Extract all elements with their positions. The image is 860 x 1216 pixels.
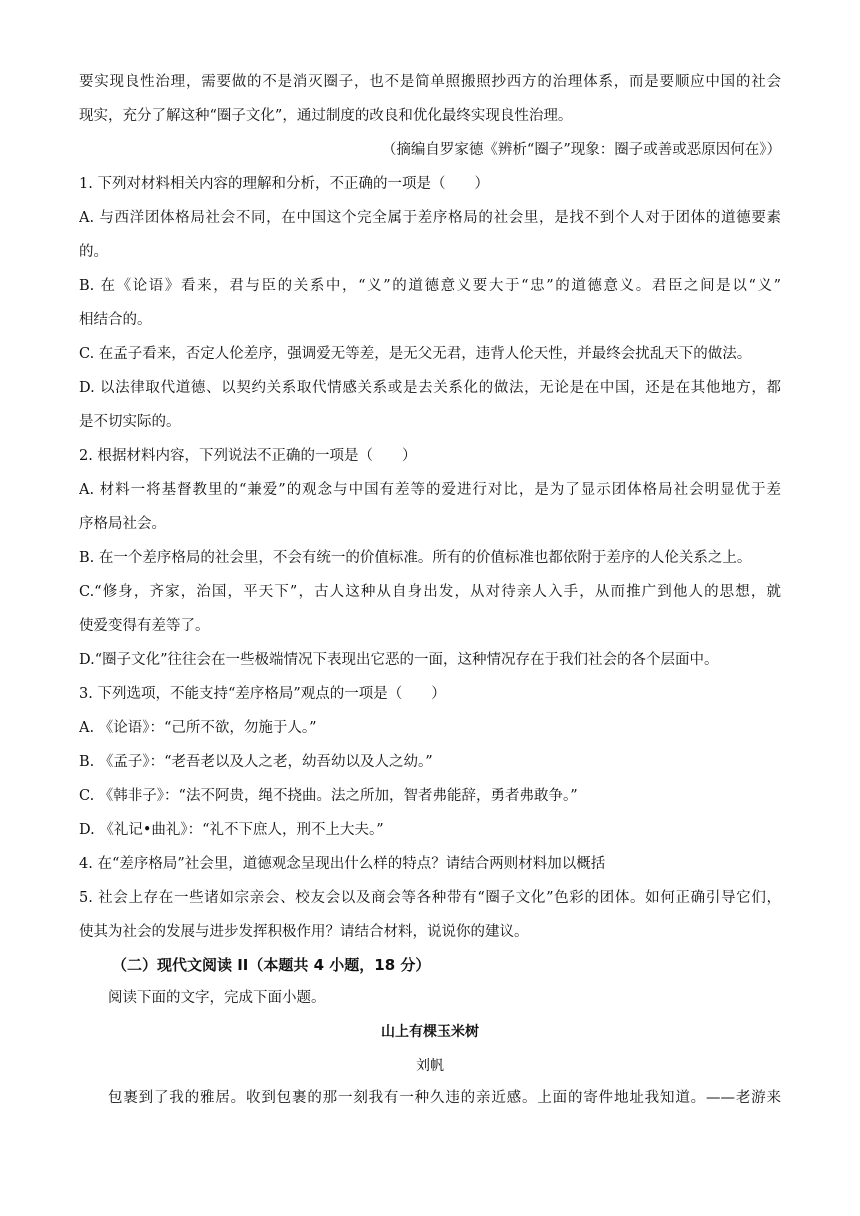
question-2-option-d: D.“圈子文化”往往会在一些极端情况下表现出它恶的一面，这种情况存在于我们社会的各个层面中。	[79, 652, 719, 668]
question-2-option-c-line-1: C.“修身，齐家，治国，平天下”，古人这种从自身出发，从对待亲人入手，从而推广到他人的思想，就	[79, 584, 781, 600]
question-5-line-2: 使其为社会的发展与进步发挥积极作用？请结合材料，说说你的建议。	[79, 924, 529, 940]
question-3-option-d: D. 《礼记•曲礼》：“礼不下庶人，刑不上大夫。”	[79, 822, 384, 838]
question-1-option-a-line-1: A. 与西洋团体格局社会不同，在中国这个完全属于差序格局的社会里，是找不到个人对于团体的道德要素	[79, 210, 781, 226]
question-2-option-a-line-2: 序格局社会。	[79, 516, 166, 532]
question-4: 4. 在“差序格局”社会里，道德观念呈现出什么样的特点？请结合两则材料加以概括	[79, 856, 606, 872]
question-2-stem: 2. 根据材料内容，下列说法不正确的一项是（ ）	[79, 448, 417, 464]
story-title: 山上有棵玉米树	[381, 1024, 479, 1040]
question-2-option-a-line-1: A. 材料一将基督教里的“兼爱”的观念与中国有差等的爱进行对比，是为了显示团体格局社会明显优于差	[79, 482, 781, 498]
question-3-option-a: A. 《论语》：“己所不欲，勿施于人。”	[79, 720, 317, 736]
question-2-option-c-line-2: 使爱变得有差等了。	[79, 618, 210, 634]
story-author: 刘帆	[416, 1058, 444, 1074]
question-1-option-c: C. 在孟子看来，否定人伦差序，强调爱无等差，是无父无君，违背人伦天性，并最终会扰乱天下的做法。	[79, 346, 752, 362]
question-1-option-d-line-2: 是不切实际的。	[79, 414, 181, 430]
question-2-option-b: B. 在一个差序格局的社会里，不会有统一的价值标准。所有的价值标准也都依附于差序的人伦关系之上。	[79, 550, 752, 566]
question-3-option-b: B. 《孟子》：“老吾老以及人之老，幼吾幼以及人之幼。”	[79, 754, 433, 770]
question-1-option-a-line-2: 的。	[79, 244, 108, 260]
source-note: （摘编自罗家德《辨析“圈子”现象：圈子或善或恶原因何在》）	[381, 142, 781, 158]
question-1-stem: 1. 下列对材料相关内容的理解和分析，不正确的一项是（ ）	[79, 176, 489, 192]
story-first-line: 包裹到了我的雅居。收到包裹的那一刻我有一种久违的亲近感。上面的寄件地址我知道。——老游来	[108, 1090, 781, 1106]
reading-instruction: 阅读下面的文字，完成下面小题。	[108, 990, 326, 1006]
question-1-option-b-line-1: B. 在《论语》看来，君与臣的关系中，“义”的道德意义要大于“忠”的道德意义。君臣之间是以“义”	[79, 278, 781, 294]
intro-paragraph-line-1: 要实现良性治理，需要做的不是消灭圈子，也不是简单照搬照抄西方的治理体系，而是要顺应中国的社会	[79, 74, 781, 90]
question-3-option-c: C. 《韩非子》：“法不阿贵，绳不挠曲。法之所加，智者弗能辞，勇者弗敢争。”	[79, 788, 578, 804]
section-2-heading: （二）现代文阅读 II（本题共 4 小题，18 分）	[112, 956, 431, 974]
question-5-line-1: 5. 社会上存在一些诸如宗亲会、校友会以及商会等各种带有“圈子文化”色彩的团体。如何正确引导它们，	[79, 890, 781, 906]
question-1-option-b-line-2: 相结合的。	[79, 312, 152, 328]
question-1-option-d-line-1: D. 以法律取代道德、以契约关系取代情感关系或是去关系化的做法，无论是在中国，还是在其他地方，都	[79, 380, 781, 396]
intro-paragraph-line-2: 现实，充分了解这种“圈子文化”，通过制度的改良和优化最终实现良性治理。	[79, 108, 573, 124]
question-3-stem: 3. 下列选项，不能支持“差序格局”观点的一项是（ ）	[79, 686, 446, 702]
